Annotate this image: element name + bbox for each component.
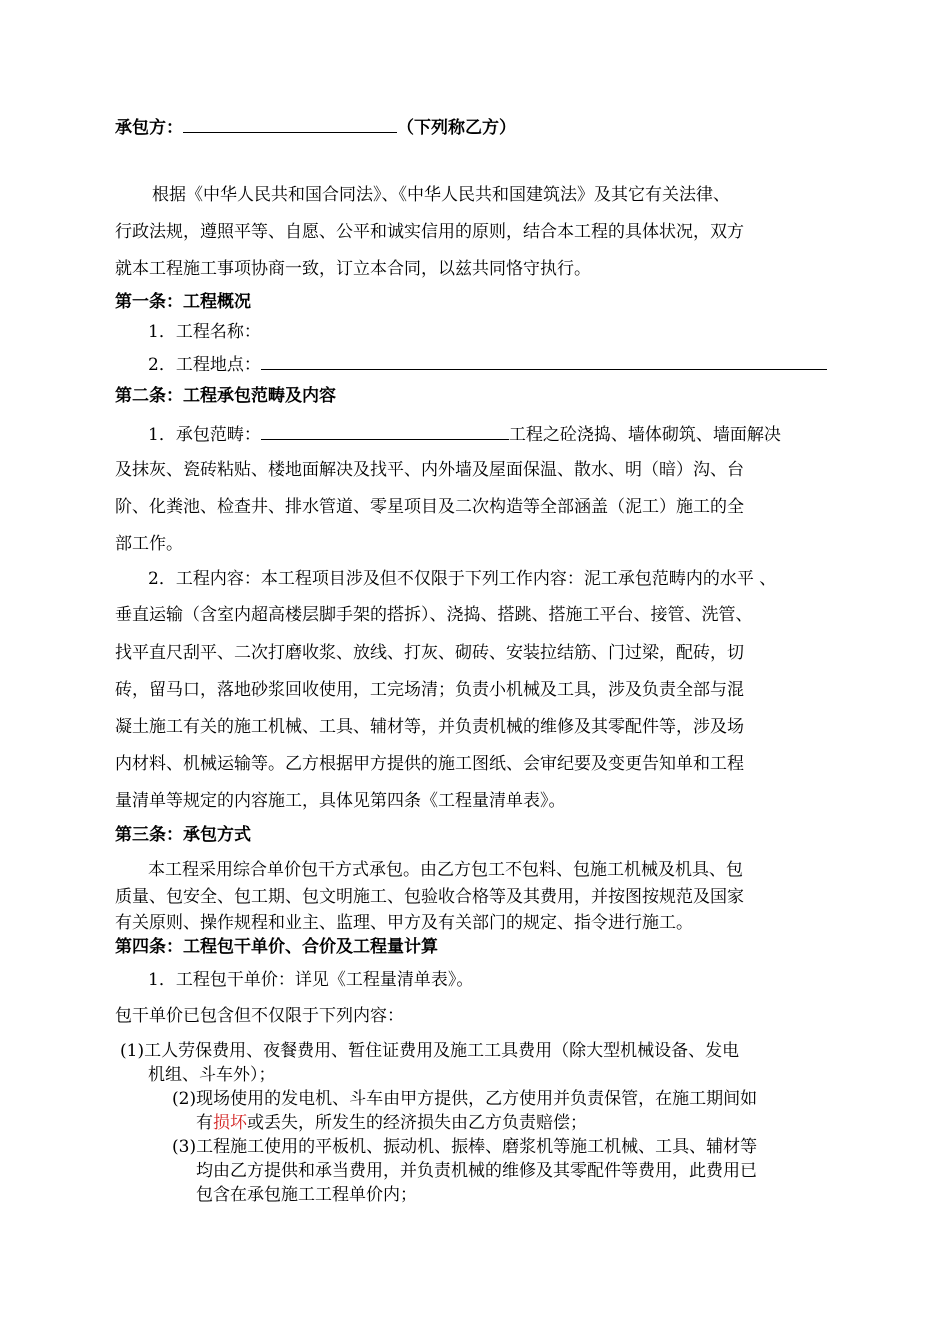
project-location-line bbox=[148, 351, 827, 377]
art3-line-2: 质量、包安全、包工期、包文明施工、包验收合格等及其费用，并按图按规范及国家 bbox=[115, 887, 744, 907]
article-1-title: 第一条：工程概况 bbox=[115, 292, 251, 312]
content-line-2: 垂直运输（含室内超高楼层脚手架的搭拆）、浇捣、搭跳、搭施工平台、接管、洗管、 bbox=[115, 605, 753, 625]
damage-highlight: 损坏 bbox=[213, 1113, 247, 1133]
item-2-line-1: (2)现场使用的发电机、斗车由甲方提供，乙方使用并负责保管，在施工期间如 bbox=[172, 1089, 758, 1109]
art3-line-3: 有关原则、操作规程和业主、监理、甲方及有关部门的规定、指令进行施工。 bbox=[115, 913, 693, 933]
article-3-title: 第三条：承包方式 bbox=[115, 825, 251, 845]
article-4-title: 第四条：工程包干单价、合价及工程量计算 bbox=[115, 937, 438, 957]
item-2-line-2 bbox=[196, 1111, 587, 1135]
project-location-label: 2．工程地点： bbox=[148, 355, 261, 375]
party-b-blank bbox=[183, 114, 397, 133]
scope-line-3: 阶、化粪池、检查井、排水管道、零星项目及二次构造等全部涵盖（泥工）施工的全 bbox=[115, 497, 744, 517]
content-line-5: 凝土施工有关的施工机械、工具、辅材等，并负责机械的维修及其零配件等，涉及场 bbox=[115, 717, 744, 737]
party-b-line bbox=[115, 114, 516, 140]
content-line-7: 量清单等规定的内容施工，具体见第四条《工程量清单表》。 bbox=[115, 791, 566, 811]
project-name-label: 1．工程名称： bbox=[148, 322, 261, 342]
item-3-line-1: (3)工程施工使用的平板机、振动机、振棒、磨浆机等施工机械、工具、辅材等 bbox=[172, 1137, 758, 1157]
party-b-label: 承包方： bbox=[115, 118, 183, 138]
article-2-title: 第二条：工程承包范畴及内容 bbox=[115, 386, 336, 406]
unit-price-line: 1．工程包干单价：详见《工程量清单表》。 bbox=[148, 970, 474, 990]
intro-line-1: 根据《中华人民共和国合同法》、《中华人民共和国建筑法》及其它有关法律、 bbox=[152, 185, 730, 205]
content-line-1: 2．工程内容：本工程项目涉及但不仅限于下列工作内容：泥工承包范畴内的水平 、 bbox=[148, 569, 777, 589]
intro-line-2: 行政法规，遵照平等、自愿、公平和诚实信用的原则，结合本工程的具体状况，双方 bbox=[115, 222, 744, 242]
item-2-text-b: 或丢失，所发生的经济损失由乙方负责赔偿； bbox=[247, 1113, 587, 1133]
item-3-line-2: 均由乙方提供和承当费用，并负责机械的维修及其零配件等费用，此费用已 bbox=[196, 1161, 757, 1181]
art3-line-1: 本工程采用综合单价包干方式承包。由乙方包工不包料、包施工机械及机具、包 bbox=[148, 860, 743, 880]
scope-blank bbox=[261, 421, 509, 440]
party-b-suffix: （下列称乙方） bbox=[397, 118, 516, 138]
content-line-3: 找平直尺刮平、二次打磨收浆、放线、打灰、砌砖、安装拉结筋、门过梁，配砖，切 bbox=[115, 643, 744, 663]
item-1-line-1: (1)工人劳保费用、夜餐费用、暂住证费用及施工工具费用（除大型机械设备、发电 bbox=[120, 1041, 740, 1061]
item-1-line-2: 机组、斗车外）； bbox=[148, 1065, 276, 1085]
scope-line-1 bbox=[148, 421, 781, 447]
intro-line-3: 就本工程施工事项协商一致，订立本合同，以兹共同恪守执行。 bbox=[115, 259, 591, 279]
unit-price-intro: 包干单价已包含但不仅限于下列内容： bbox=[115, 1006, 404, 1026]
scope-line-2: 及抹灰、瓷砖粘贴、楼地面解决及找平、内外墙及屋面保温、散水、明（暗）沟、台 bbox=[115, 460, 744, 480]
scope-label: 1．承包范畴： bbox=[148, 425, 261, 445]
scope-text-1: 工程之砼浇捣、墙体砌筑、墙面解决 bbox=[508, 425, 781, 445]
item-3-line-3: 包含在承包施工工程单价内； bbox=[196, 1185, 417, 1205]
content-line-6: 内材料、机械运输等。乙方根据甲方提供的施工图纸、会审纪要及变更告知单和工程 bbox=[115, 754, 744, 774]
item-2-text-a: 有 bbox=[196, 1113, 213, 1133]
content-line-4: 砖，留马口，落地砂浆回收使用，工完场清；负责小机械及工具，涉及负责全部与混 bbox=[115, 680, 744, 700]
scope-line-4: 部工作。 bbox=[115, 534, 183, 554]
project-location-blank bbox=[261, 351, 827, 370]
